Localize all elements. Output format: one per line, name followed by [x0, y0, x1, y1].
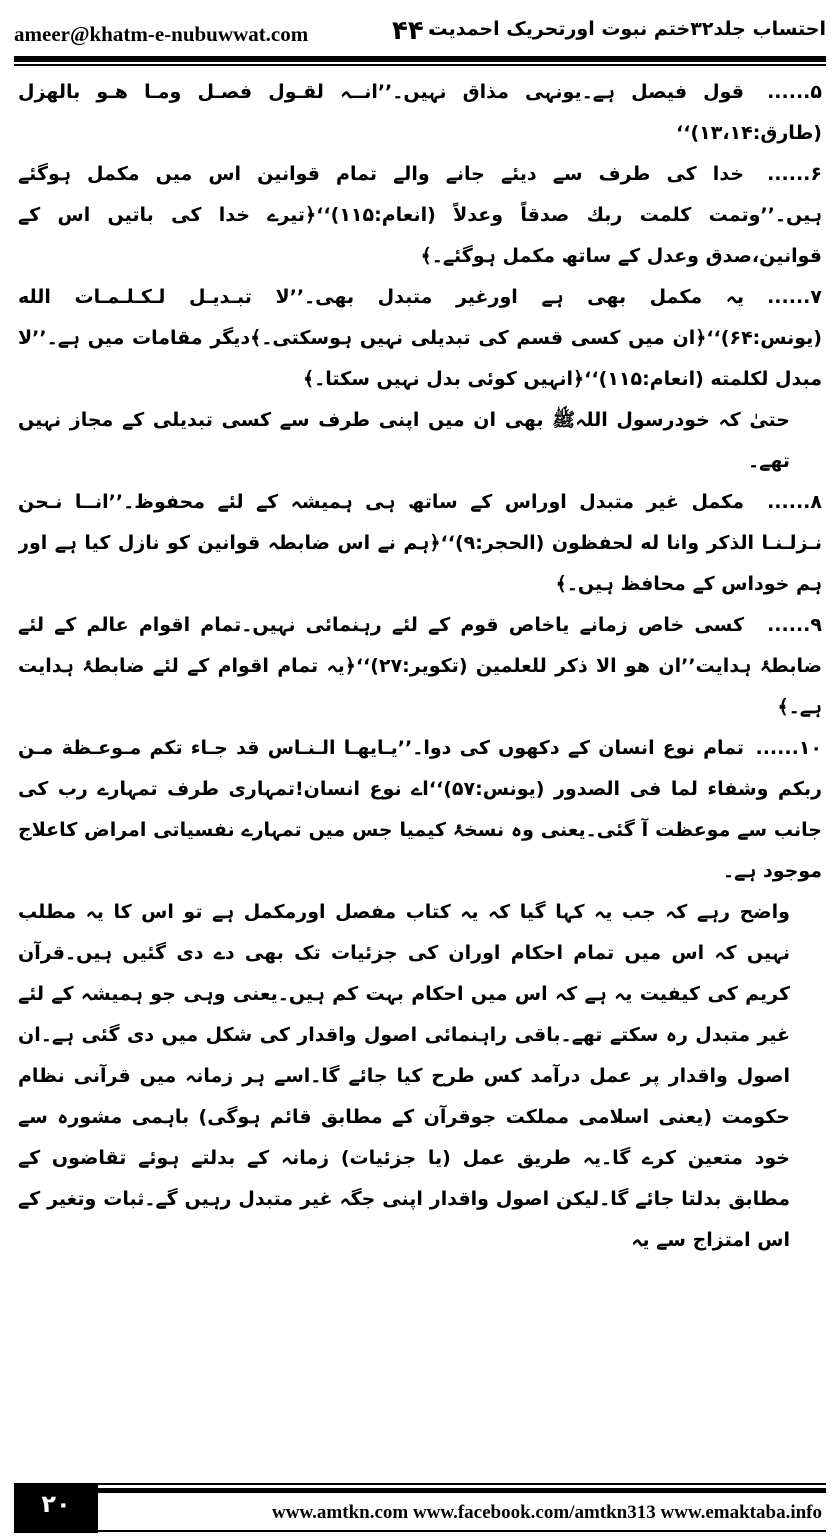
paragraph-number: ۹......: [767, 614, 822, 636]
header-rule-thin: [14, 64, 826, 66]
body-text: [18, 72, 822, 1462]
footer-urls[interactable]: www.amtkn.com www.facebook.com/amtkn313 www.emaktaba.info: [272, 1502, 822, 1523]
paragraph-explanation: [18, 892, 822, 1261]
paragraph-number: ۷......: [767, 286, 822, 308]
paragraph-9: [18, 605, 822, 728]
page-header: [14, 10, 826, 52]
header-title: احتساب جلد۳۲ختم نبوت اورتحریک احمدیت: [428, 18, 826, 40]
header-rule-thick: [14, 56, 826, 62]
paragraph-number: ۱۰......: [755, 737, 822, 759]
footer-rule-top: [14, 1483, 826, 1485]
paragraph-text: حتیٰ کہ خودرسول اللہﷺ بھی ان میں اپنی طرف سے کسی تبدیلی کے مجاز نہیں تھے۔: [18, 409, 790, 472]
paragraph-text: قول فیصل ہے۔یونہی مذاق نہیں۔’’انــہ لقـول فصـل ومـا هـو بالهزل (طارق:۱۳،۱۴)‘‘: [18, 81, 822, 144]
paragraph-text: یہ مکمل بھی ہے اورغیر متبدل بھی۔’’لا تبـدیـل لـکـلـمـات الله (یونس:۶۴)‘‘﴿ان میں کسی قسم کی تبدیلی نہیں ہوسکتی۔﴾دیگر مقامات میں ہے۔’’لا مبدل لکلمته (انعام:۱۱۵)‘‘﴿انہیں کوئی بدل نہیں سکتا۔﴾: [18, 286, 822, 390]
header-page-number: ۴۴۰: [392, 16, 440, 46]
footer-rule-bottom: [98, 1530, 826, 1532]
footer-page-number: ۲۰: [14, 1483, 98, 1533]
paragraph-text: مکمل غیر متبدل اوراس کے ساتھ ہی ہمیشہ کے لئے محفوظ۔’’انــا نـحن نـزلـنـا الذکر وانا له لحفظون (الحجر:۹)‘‘﴿ہم نے اس ضابطہ قوانین کو نازل کیا ہے اور ہم خوداس کے محافظ ہیں۔﴾: [18, 491, 822, 595]
paragraph-text: تمام نوع انسان کے دکھوں کی دوا۔’’یـایهـا الـنـاس قد جـاء تکم مـوعـظة مـن ربکم وشفاء لما فی الصدور (یونس:۵۷)‘‘اے نوع انسان!تمہاری طرف تمہارے رب کی جانب سے موعظت آ گئی۔یعنی وہ نسخۂ کیمیا جس میں تمہارے نفسیاتی امراض کاعلاج موجود ہے۔: [18, 737, 822, 882]
paragraph-text: کسی خاص زمانے یاخاص قوم کے لئے رہنمائی نہیں۔تمام اقوام عالم کے لئے ضابطۂ ہدایت’’ان هو الا ذکر للعلمین (تکویر:۲۷)‘‘﴿یہ تمام اقوام کے لئے ضابطۂ ہدایت ہے۔﴾: [18, 614, 822, 718]
paragraph-number: ۶......: [767, 163, 822, 185]
paragraph-text: خدا کی طرف سے دیئے جانے والے تمام قوانین اس میں مکمل ہوگئے ہیں۔’’وتمت کلمت ربك صدقاً وعدلاً (انعام:۱۱۵)‘‘﴿تیرے خدا کی باتیں اس کے قوانین،صدق وعدل کے ساتھ مکمل ہوگئے۔﴾: [18, 163, 822, 267]
paragraph-10: [18, 728, 822, 892]
paragraph-6: [18, 154, 822, 277]
header-email[interactable]: ameer@khatm-e-nubuwwat.com: [14, 22, 309, 46]
paragraph-number: ۵......: [767, 81, 822, 103]
paragraph-5: [18, 72, 822, 154]
paragraph-7: [18, 277, 822, 400]
paragraph-number: ۸......: [767, 491, 822, 513]
footer-rule-thick: [14, 1488, 826, 1493]
paragraph-8: [18, 482, 822, 605]
paragraph-7-note: [18, 400, 822, 482]
paragraph-text: واضح رہے کہ جب یہ کہا گیا کہ یہ کتاب مفصل اورمکمل ہے تو اس کا یہ مطلب نہیں کہ اس میں تمام احکام اوران کی جزئیات تک بھی دے دی گئیں ہیں۔قرآن کریم کی کیفیت یہ ہے کہ اس میں احکام بہت کم ہیں۔یعنی وہی جو ہمیشہ کے لئے غیر متبدل رہ سکتے تھے۔باقی راہنمائی اصول واقدار کی شکل میں دی گئی ہے۔ان اصول واقدار پر عمل درآمد کس طرح کیا جائے گا۔اسے ہر زمانہ میں قرآنی نظام حکومت (یعنی اسلامی مملکت جوقرآن کے مطابق قائم ہوگی) باہمی مشورہ سے خود متعین کرے گا۔یہ طریق عمل (یا جزئیات) زمانہ کے بدلتے ہوئے تقاضوں کے مطابق بدلتا جائے گا۔لیکن اصول واقدار اپنی جگہ غیر متبدل رہیں گے۔ثبات وتغیر کے اس امتزاج سے یہ: [18, 901, 791, 1251]
